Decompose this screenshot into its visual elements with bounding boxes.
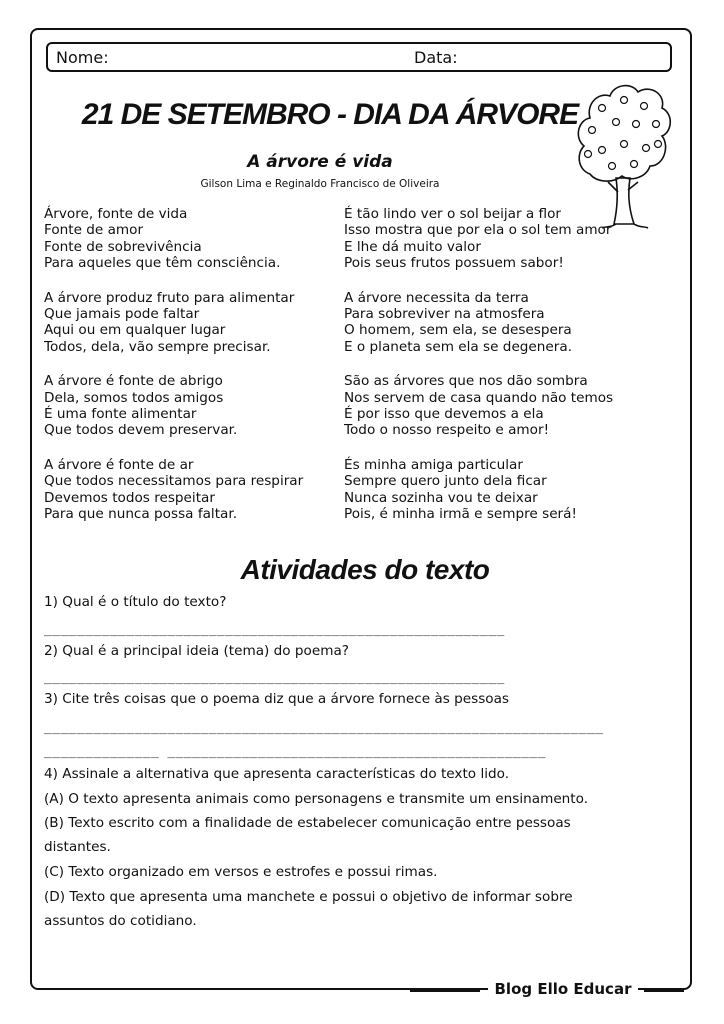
option-d[interactable]: (D) Texto que apresenta uma manchete e possui o objetivo de informar sobre	[44, 889, 573, 905]
verse: Árvore, fonte de vida	[44, 206, 188, 222]
poem-column-right	[344, 206, 644, 541]
verse: Isso mostra que por ela o sol tem amor	[344, 222, 612, 239]
verse: Sempre quero junto dela ficar	[344, 473, 547, 490]
verse: E lhe dá muito valor	[344, 238, 481, 255]
verse: É por isso que devemos a ela	[344, 406, 544, 423]
verse: A árvore necessita da terra	[344, 289, 529, 306]
question-3: 3) Cite três coisas que o poema diz que a árvore fornece às pessoas	[44, 691, 510, 707]
page-title: 21 DE SETEMBRO - DIA DA ÁRVORE	[81, 98, 579, 131]
verse: A árvore é fonte de ar	[44, 456, 194, 473]
question-1: 1) Qual é o título do texto?	[44, 594, 227, 610]
verse: Todo o nosso respeito e amor!	[344, 422, 550, 439]
option-d-continued: assuntos do cotidiano.	[44, 913, 197, 929]
poem-title: A árvore é vida	[247, 152, 393, 172]
verse: Aqui ou em qualquer lugar	[44, 322, 226, 339]
option-a[interactable]: (A) O texto apresenta animais como personagens e transmite um ensinamento.	[44, 791, 589, 807]
verse: E o planeta sem ela se degenera.	[344, 338, 573, 355]
verse: Que todos necessitamos para respirar	[44, 473, 304, 490]
name-label: Nome:	[56, 48, 109, 67]
verse: Pois seus frutos possuem sabor!	[344, 255, 564, 272]
footer-brand: Blog Ello Educar	[488, 980, 638, 998]
verse: És minha amiga particular	[344, 456, 523, 473]
stanza	[344, 457, 644, 523]
verse: A árvore é fonte de abrigo	[44, 373, 223, 390]
stanza	[44, 206, 336, 272]
activities-title: Atividades do texto	[240, 554, 490, 585]
option-b-continued: distantes.	[44, 839, 111, 855]
verse: Fonte de amor	[44, 222, 144, 239]
name-date-bar	[46, 42, 672, 72]
poem-column-left	[44, 206, 336, 541]
stanza	[44, 457, 336, 523]
answer-line[interactable]: ________________________________________________________	[44, 670, 505, 685]
verse: Pois, é minha irmã e sempre será!	[344, 506, 577, 523]
verse: Todos, dela, vão sempre precisar.	[44, 338, 271, 355]
stanza	[44, 290, 336, 356]
question-4: 4) Assinale a alternativa que apresenta características do texto lido.	[44, 766, 510, 782]
footer-rule-left	[410, 990, 480, 992]
date-label: Data:	[414, 48, 458, 67]
option-b[interactable]: (B) Texto escrito com a finalidade de estabelecer comunicação entre pessoas	[44, 815, 571, 831]
stanza	[344, 290, 644, 356]
verse: A árvore produz fruto para alimentar	[44, 289, 295, 306]
verse: Devemos todos respeitar	[44, 489, 215, 506]
answer-line[interactable]: ________________________________________________________	[44, 622, 505, 637]
verse: É uma fonte alimentar	[44, 406, 197, 423]
footer-rule-right	[644, 990, 684, 992]
question-2: 2) Qual é a principal ideia (tema) do poema?	[44, 643, 350, 659]
stanza	[44, 373, 336, 439]
poem-authors: Gilson Lima e Reginaldo Francisco de Oliveira	[200, 178, 440, 190]
verse: Nunca sozinha vou te deixar	[344, 489, 538, 506]
stanza	[344, 373, 644, 439]
verse: Que todos devem preservar.	[44, 422, 238, 439]
answer-line[interactable]: ______________ ______________________________________________	[44, 744, 546, 759]
verse: Fonte de sobrevivência	[44, 238, 202, 255]
verse: Nos servem de casa quando não temos	[344, 389, 614, 406]
verse: Para aqueles que têm consciência.	[44, 255, 281, 272]
verse: Para sobreviver na atmosfera	[344, 306, 545, 323]
verse: O homem, sem ela, se desespera	[344, 322, 572, 339]
answer-line[interactable]: ____________________________________________________________________	[44, 720, 604, 735]
verse: Dela, somos todos amigos	[44, 389, 224, 406]
option-c[interactable]: (C) Texto organizado em versos e estrofes e possui rimas.	[44, 864, 438, 880]
verse: É tão lindo ver o sol beijar a flor	[344, 206, 562, 222]
verse: Que jamais pode faltar	[44, 306, 200, 323]
verse: Para que nunca possa faltar.	[44, 506, 238, 523]
stanza	[344, 206, 644, 272]
verse: São as árvores que nos dão sombra	[344, 373, 588, 390]
